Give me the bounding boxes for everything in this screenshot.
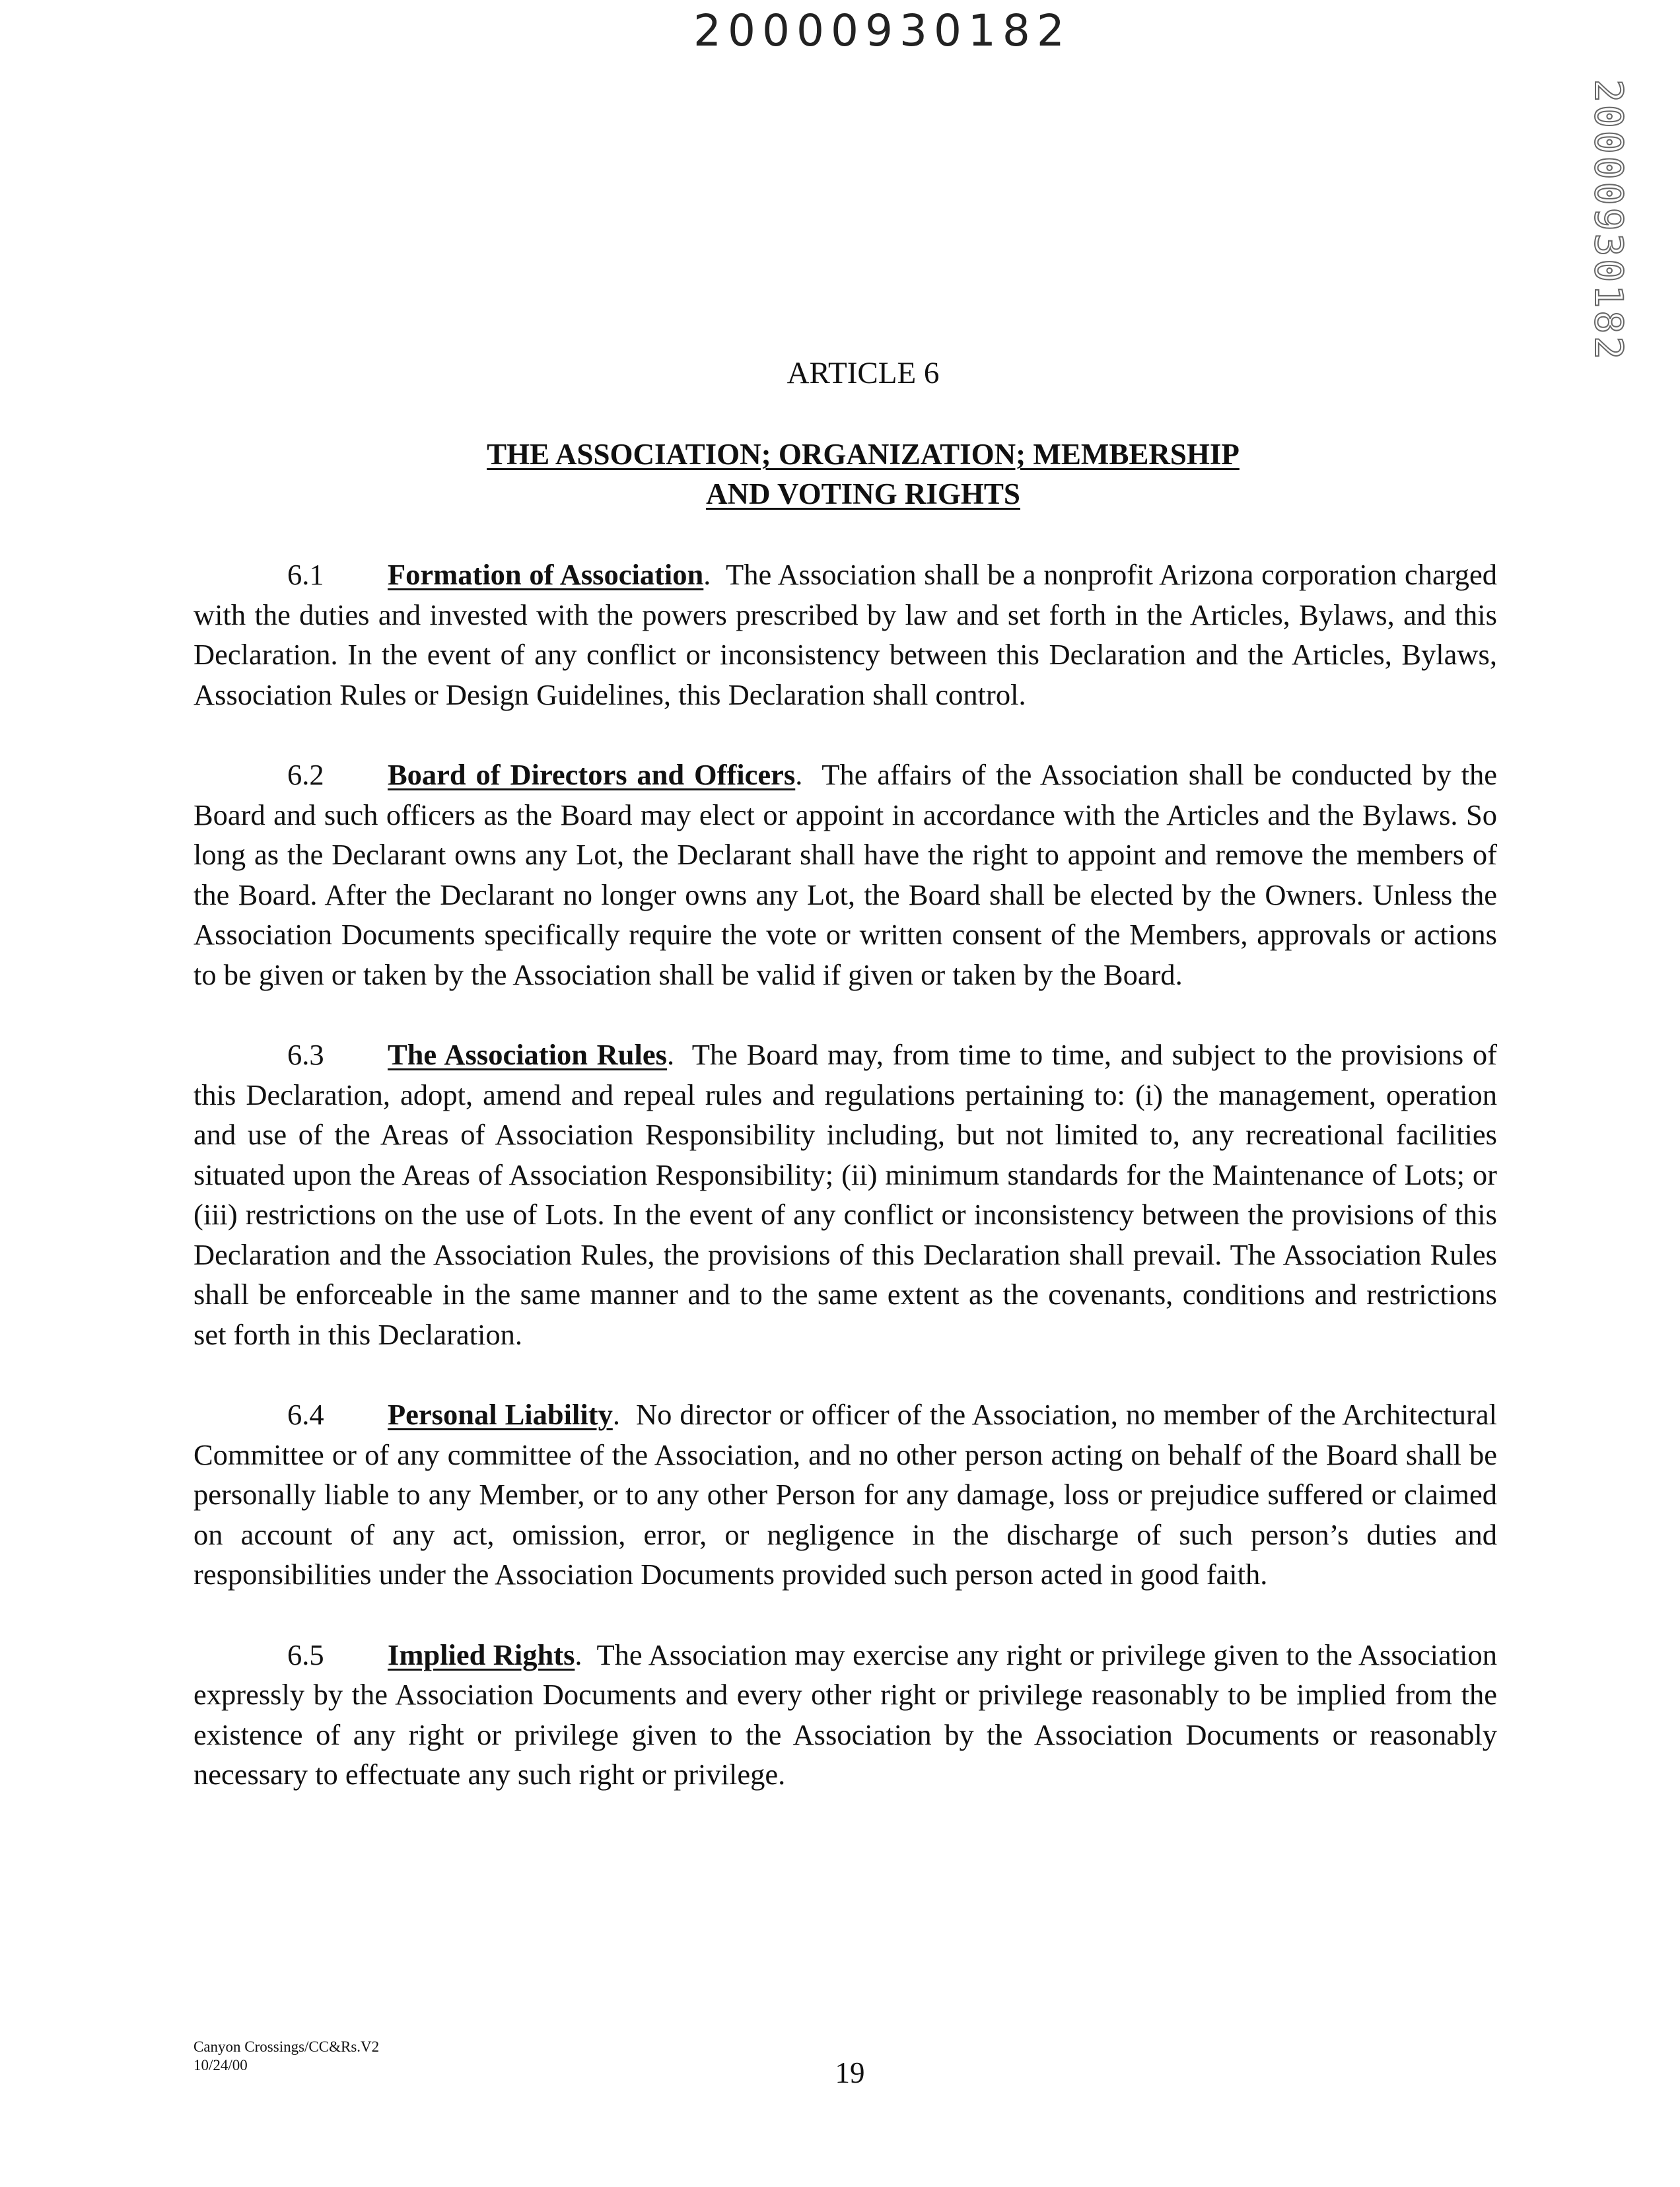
document-number: 20000930182 [693, 5, 1071, 56]
section-heading: Personal Liability [388, 1398, 613, 1431]
footer-file-name: Canyon Crossings/CC&Rs.V2 [193, 2038, 380, 2055]
article-number: ARTICLE 6 [787, 356, 940, 390]
article-body [193, 555, 1497, 1835]
section-heading: Board of Directors and Officers [388, 758, 796, 791]
article-title-line-1: THE ASSOCIATION; ORGANIZATION; MEMBERSHIP [487, 438, 1240, 471]
section-text: The Association may exercise any right or privilege given to the Association expressly by the Association Documents and every other right or privilege reasonably to be implied from the existence of any right or privilege given to the Association by the Association Documents or reasonably necessary to effectuate any such right or privilege. [193, 1638, 1498, 1791]
side-recording-stamp [1578, 79, 1638, 363]
section-6-2: 6.2 Board of Directors and Officers. The affairs of the Association shall be conducted by the Board and such officers as the Board may elect or appoint in accordance with the Articles and the Bylaws. So long as the Declarant owns any Lot, the Declarant shall have the right to appoint and remove the members of the Board. After the Declarant no longer owns any Lot, the Board shall be elected by the Owners. Unless the Association Documents specifically require the vote or written consent of the Members, approvals or actions to be given or taken by the Association shall be valid if given or taken by the Board. [193, 755, 1497, 994]
section-number: 6.5 [287, 1638, 324, 1671]
side-stamp-text: 20000930182 [1586, 79, 1631, 363]
section-text: The Board may, from time to time, and subject to the provisions of this Declaration, adopt, amend and repeal rules and regulations pertaining to: (i) the management, operation and use of the Areas of Association Responsibility including, but not limited to, any recreational facilities situated upon the Areas of Association Responsibility; (ii) minimum standards for the Maintenance of Lots; or (iii) restrictions on the use of Lots. In the event of any conflict or inconsistency between the provisions of this Declaration and the Association Rules, the provisions of this Declaration shall prevail. The Association Rules shall be enforceable in the same manner and to the same extent as the covenants, conditions and restrictions set forth in this Declaration. [193, 1038, 1497, 1351]
section-text: The affairs of the Association shall be conducted by the Board and such officers as the Board may elect or appoint in accordance with the Articles and the Bylaws. So long as the Declarant owns any Lot, the Declarant shall have the right to appoint and remove the members of the Board. After the Declarant no longer owns any Lot, the Board shall be elected by the Owners. Unless the Association Documents specifically require the vote or written consent of the Members, approvals or actions to be given or taken by the Association shall be valid if given or taken by the Board. [193, 758, 1497, 991]
section-6-1: 6.1 Formation of Association. The Association shall be a nonprofit Arizona corporation charged with the duties and invested with the powers prescribed by law and set forth in the Articles, Bylaws, and this Declaration. In the event of any conflict or inconsistency between this Declaration and the Articles, Bylaws, Association Rules or Design Guidelines, this Declaration shall control. [193, 555, 1497, 714]
section-number: 6.4 [287, 1398, 324, 1431]
section-number: 6.3 [287, 1038, 324, 1071]
section-number: 6.2 [287, 758, 324, 791]
article-title [0, 434, 1680, 514]
section-6-3: 6.3 The Association Rules. The Board may, from time to time, and subject to the provisions of this Declaration, adopt, amend and repeal rules and regulations pertaining to: (i) the management, operation and use of the Areas of Association Responsibility including, but not limited to, any recreational facilities situated upon the Areas of Association Responsibility; (ii) minimum standards for the Maintenance of Lots; or (iii) restrictions on the use of Lots. In the event of any conflict or inconsistency between the provisions of this Declaration and the Association Rules, the provisions of this Declaration shall prevail. The Association Rules shall be enforceable in the same manner and to the same extent as the covenants, conditions and restrictions set forth in this Declaration. [193, 1035, 1497, 1354]
section-text: No director or officer of the Association, no member of the Architectural Committee or of any committee of the Association, and no other person acting on behalf of the Board shall be personally liable to any Member, or to any other Person for any damage, loss or prejudice suffered or claimed on account of any act, omission, error, or negligence in the discharge of such person’s duties and responsibilities under the Association Documents provided such person acted in good faith. [193, 1398, 1497, 1591]
section-6-5: 6.5 Implied Rights. The Association may exercise any right or privilege given to the Association expressly by the Association Documents and every other right or privilege reasonably to be implied from the existence of any right or privilege given to the Association by the Association Documents or reasonably necessary to effectuate any such right or privilege. [193, 1635, 1497, 1795]
section-6-4: 6.4 Personal Liability. No director or officer of the Association, no member of the Architectural Committee or of any committee of the Association, and no other person acting on behalf of the Board shall be personally liable to any Member, or to any other Person for any damage, loss or prejudice suffered or claimed on account of any act, omission, error, or negligence in the discharge of such person’s duties and responsibilities under the Association Documents provided such person acted in good faith. [193, 1395, 1497, 1595]
section-text: The Association shall be a nonprofit Arizona corporation charged with the duties and invested with the powers prescribed by law and set forth in the Articles, Bylaws, and this Declaration. In the event of any conflict or inconsistency between this Declaration and the Articles, Bylaws, Association Rules or Design Guidelines, this Declaration shall control. [193, 558, 1497, 711]
section-heading: Formation of Association [388, 558, 704, 591]
page-number: 19 [835, 2056, 865, 2089]
section-number: 6.1 [287, 558, 324, 591]
article-title-line-2: AND VOTING RIGHTS [706, 477, 1020, 510]
section-heading: Implied Rights [388, 1638, 575, 1671]
footer-date: 10/24/00 [193, 2057, 248, 2073]
section-heading: The Association Rules [388, 1038, 667, 1071]
